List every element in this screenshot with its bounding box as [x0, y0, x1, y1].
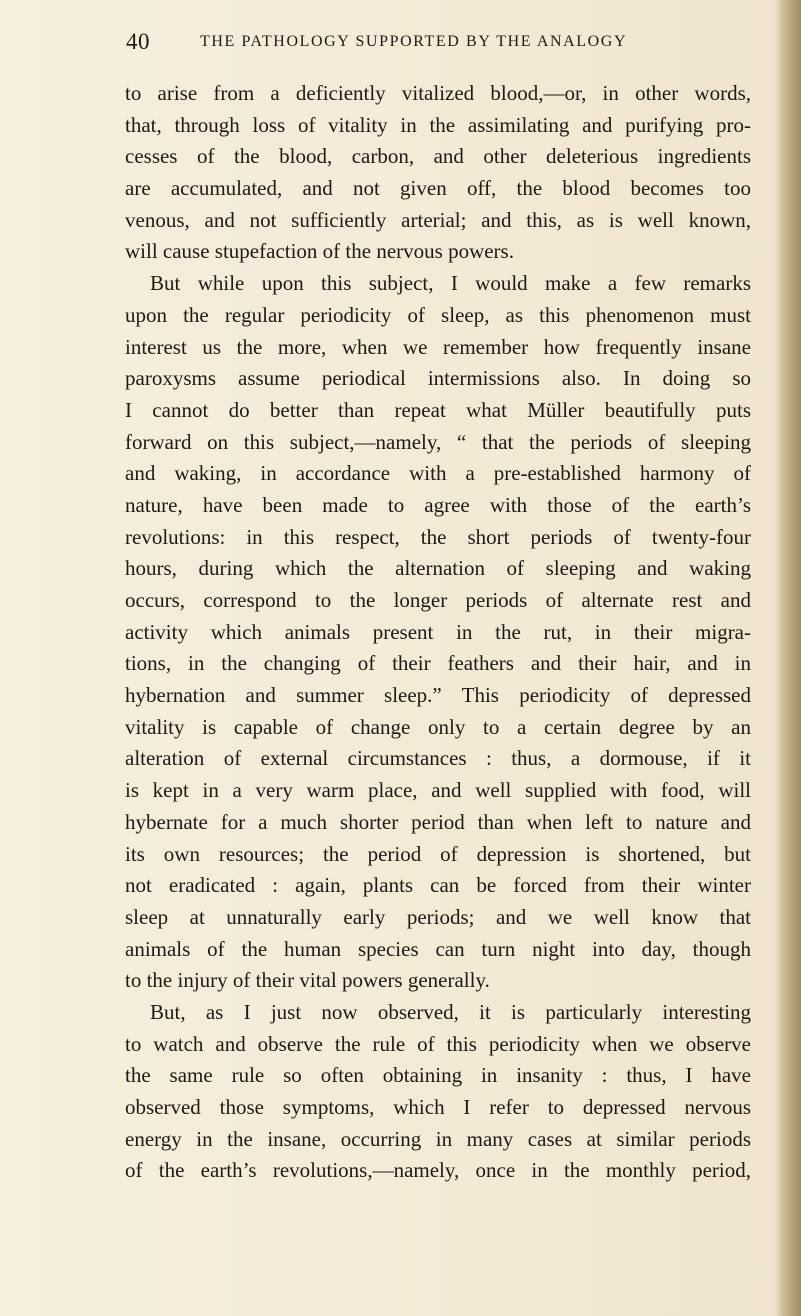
- page-binding-edge: [775, 0, 801, 1316]
- text-line: energy in the insane, occurring in many cases at similar periods: [125, 1126, 751, 1151]
- text-line: is kept in a very warm place, and well supplied with food, will: [125, 778, 751, 803]
- text-line: hybernation and summer sleep.” This periodicity of depressed: [125, 683, 751, 708]
- text-line: not eradicated : again, plants can be forced from their winter: [125, 873, 751, 898]
- text-line: nature, have been made to agree with those of the earth’s: [125, 492, 751, 517]
- text-line: sleep at unnaturally early periods; and we well know that: [125, 904, 751, 929]
- text-line: paroxysms assume periodical intermissions also. In doing so: [125, 366, 751, 391]
- text-line: hybernate for a much shorter period than when left to nature and: [125, 809, 751, 834]
- page-header: [126, 29, 752, 57]
- text-line: forward on this subject,—namely, “ that the periods of sleeping: [125, 429, 751, 454]
- text-line: are accumulated, and not given off, the blood becomes too: [125, 176, 751, 201]
- text-line: upon the regular periodicity of sleep, as this phenomenon must: [125, 302, 751, 327]
- text-line: animals of the human species can turn night into day, though: [125, 936, 751, 961]
- text-line: the same rule so often obtaining in insanity : thus, I have: [125, 1063, 751, 1088]
- text-line: tions, in the changing of their feathers and their hair, and in: [125, 651, 751, 676]
- text-line: alteration of external circumstances : thus, a dormouse, if it: [125, 746, 751, 771]
- text-line: will cause stupefaction of the nervous powers.: [125, 239, 514, 264]
- text-line: revolutions: in this respect, the short periods of twenty-four: [125, 524, 751, 549]
- text-line: But, as I just now observed, it is particularly interesting: [150, 999, 751, 1024]
- page-number: 40: [126, 29, 150, 54]
- text-line: occurs, correspond to the longer periods of alternate rest and: [125, 588, 751, 612]
- text-line: to arise from a deficiently vitalized blood,—or, in other words,: [125, 81, 751, 105]
- text-line: I cannot do better than repeat what Müller beautifully puts: [125, 397, 751, 422]
- running-head: THE PATHOLOGY SUPPORTED BY THE ANALOGY: [200, 33, 628, 50]
- body-text: [125, 78, 751, 1187]
- text-line: activity which animals present in the rut, in their migra-: [125, 619, 751, 644]
- text-line: interest us the more, when we remember how frequently insane: [125, 334, 751, 359]
- text-line: its own resources; the period of depression is shortened, but: [125, 841, 751, 866]
- text-line: vitality is capable of change only to a certain degree by an: [125, 714, 751, 739]
- text-line: But while upon this subject, I would make a few remarks: [150, 271, 751, 296]
- text-line: observed those symptoms, which I refer to depressed nervous: [125, 1095, 751, 1119]
- text-line: to watch and observe the rule of this periodicity when we observe: [125, 1031, 751, 1056]
- text-line: of the earth’s revolutions,—namely, once in the monthly period,: [125, 1158, 751, 1183]
- text-line: cesses of the blood, carbon, and other deleterious ingredients: [125, 144, 751, 169]
- text-line: hours, during which the alternation of sleeping and waking: [125, 556, 751, 581]
- text-line: venous, and not sufficiently arterial; and this, as is well known,: [125, 207, 751, 232]
- text-line: to the injury of their vital powers generally.: [125, 968, 490, 993]
- text-line: and waking, in accordance with a pre-established harmony of: [125, 461, 751, 486]
- text-line: that, through loss of vitality in the assimilating and purifying pro-: [125, 112, 751, 137]
